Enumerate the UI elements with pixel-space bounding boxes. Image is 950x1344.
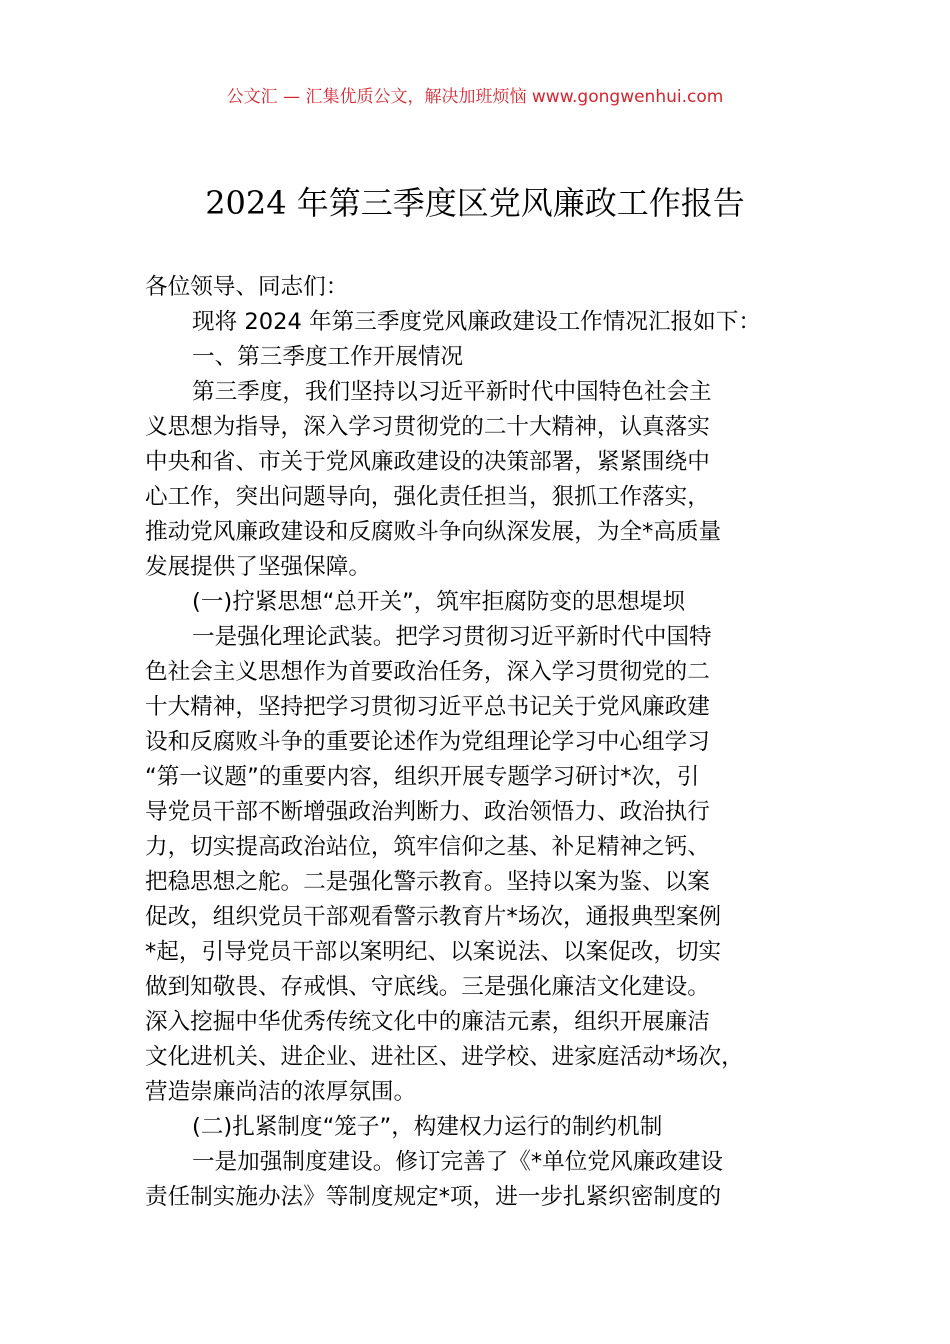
paragraph-line: 心工作，突出问题导向，强化责任担当，狠抓工作落实， [145, 484, 710, 510]
site-banner: 公文汇 — 汇集优质公文，解决加班烦恼 www.gongwenhui.com [226, 87, 724, 107]
paragraph-line: 促改，组织党员干部观看警示教育片*场次，通报典型案例 [145, 904, 722, 930]
paragraph-line: 力，切实提高政治站位，筑牢信仰之基、补足精神之钙、 [145, 834, 710, 860]
paragraph-line: 营造崇廉尚洁的浓厚氛围。 [145, 1079, 417, 1105]
paragraph-line: 发展提供了坚强保障。 [145, 554, 371, 580]
paragraph-line: “第一议题”的重要内容，组织开展专题学习研讨*次，引 [145, 764, 700, 790]
paragraph-line: 文化进机关、进企业、进社区、进学校、进家庭活动*场次， [145, 1044, 744, 1070]
document-body [145, 270, 813, 1215]
paragraph-line: 一是加强制度建设。修订完善了《*单位党风廉政建设 [192, 1149, 723, 1175]
paragraph-line: *起，引导党员干部以案明纪、以案说法、以案促改，切实 [145, 939, 722, 965]
paragraph-line: 深入挖掘中华优秀传统文化中的廉洁元素，组织开展廉洁 [145, 1009, 710, 1035]
paragraph-line: 中央和省、市关于党风廉政建设的决策部署，紧紧围绕中 [145, 449, 710, 475]
paragraph-line: 导党员干部不断增强政治判断力、政治领悟力、政治执行 [145, 799, 710, 825]
subsection-heading-2: (二)扎紧制度“笼子”，构建权力运行的制约机制 [192, 1114, 663, 1140]
section-heading-1: 一、第三季度工作开展情况 [192, 344, 464, 370]
paragraph-line: 责任制实施办法》等制度规定*项，进一步扎紧织密制度的 [145, 1184, 722, 1210]
paragraph-line: 设和反腐败斗争的重要论述作为党组理论学习中心组学习 [145, 729, 710, 755]
paragraph-line: 把稳思想之舵。二是强化警示教育。坚持以案为鉴、以案 [145, 869, 710, 895]
paragraph-line: 推动党风廉政建设和反腐败斗争向纵深发展，为全*高质量 [145, 519, 722, 545]
paragraph-line: 做到知敬畏、存戒惧、守底线。三是强化廉洁文化建设。 [145, 974, 710, 1000]
intro-line: 现将 2024 年第三季度党风廉政建设工作情况汇报如下： [192, 309, 761, 335]
paragraph-line: 十大精神，坚持把学习贯彻习近平总书记关于党风廉政建 [145, 694, 710, 720]
document-title: 2024 年第三季度区党风廉政工作报告 [205, 184, 745, 222]
paragraph-line: 义思想为指导，深入学习贯彻党的二十大精神，认真落实 [145, 414, 710, 440]
subsection-heading-1: (一)拧紧思想“总开关”，筑牢拒腐防变的思想堤坝 [192, 589, 685, 615]
paragraph-line: 第三季度，我们坚持以习近平新时代中国特色社会主 [192, 379, 712, 405]
paragraph-line: 一是强化理论武装。把学习贯彻习近平新时代中国特 [192, 624, 712, 650]
salutation-line: 各位领导、同志们： [145, 274, 349, 300]
paragraph-line: 色社会主义思想作为首要政治任务，深入学习贯彻党的二 [145, 659, 710, 685]
